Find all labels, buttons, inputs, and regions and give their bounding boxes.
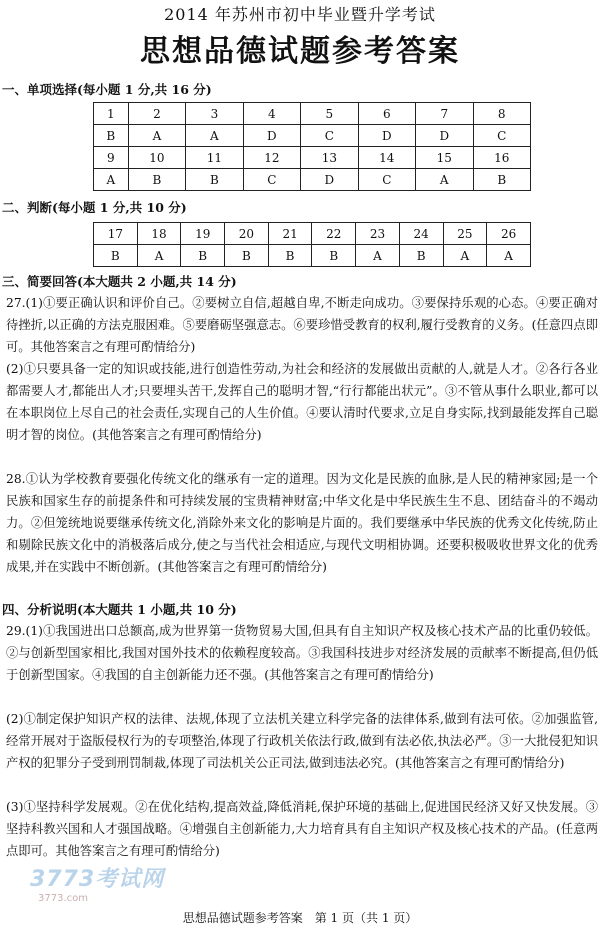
answer-cell: D <box>358 125 415 147</box>
answer-cell: C <box>301 125 358 147</box>
table-row <box>94 169 531 191</box>
question-number: 23 <box>356 223 400 245</box>
question-number: 20 <box>225 223 269 245</box>
section4-heading: 四、分析说明(本大题共 1 小题,共 10 分) <box>2 602 237 617</box>
answer-q29-part1: 29.(1)①我国进出口总额高,成为世界第一货物贸易大国,但具有自主知识产权及核心技术产品的比重仍较低。②与创新型国家相比,我国对国外技术的依赖程度较高。③我国科技进步对经济发展的贡献率不断提高,但仍低于创新型国家。④我国的自主创新能力还不强。(其他答案言之有理可酌情给分) <box>6 624 598 682</box>
question-number: 24 <box>399 223 443 245</box>
answer-cell: A <box>186 125 243 147</box>
answer-cell: B <box>128 169 185 191</box>
table-row <box>94 223 531 245</box>
section3-heading: 三、简要回答(本大题共 2 小题,共 14 分) <box>2 274 237 289</box>
question-number: 14 <box>358 147 415 169</box>
exam-subtitle: 2014 年苏州市初中毕业暨升学考试 <box>164 5 436 24</box>
table-row <box>94 103 531 125</box>
page-footer: 思想品德试题参考答案 第 1 页（共 1 页） <box>182 911 418 925</box>
answer-cell: B <box>399 245 443 267</box>
question-number: 15 <box>416 147 473 169</box>
question-number: 12 <box>243 147 300 169</box>
section2-heading: 二、判断(每小题 1 分,共 10 分) <box>2 200 187 215</box>
section2-answer-table <box>93 222 531 267</box>
table-row <box>94 245 531 267</box>
watermark <box>30 862 164 904</box>
question-number: 16 <box>473 147 531 169</box>
answer-cell: B <box>94 125 129 147</box>
answer-cell: B <box>473 169 531 191</box>
table-row <box>94 125 531 147</box>
question-number: 26 <box>487 223 531 245</box>
section1-heading: 一、单项选择(每小题 1 分,共 16 分) <box>2 82 212 97</box>
answer-cell: D <box>243 125 300 147</box>
answer-cell: A <box>137 245 181 267</box>
answer-cell: A <box>94 169 129 191</box>
question-number: 8 <box>473 103 531 125</box>
answer-cell: A <box>443 245 487 267</box>
answer-cell: A <box>416 169 473 191</box>
table-row <box>94 147 531 169</box>
answer-cell: B <box>268 245 312 267</box>
question-number: 18 <box>137 223 181 245</box>
question-number: 22 <box>312 223 356 245</box>
answer-cell: A <box>487 245 531 267</box>
question-number: 25 <box>443 223 487 245</box>
answer-q27-part2: (2)①只要具备一定的知识或技能,进行创造性劳动,为社会和经济的发展做出贡献的人,就是人才。②各行各业都需要人才,都能出人才;只要埋头苦干,发挥自己的聪明才智,“行行都能出状元”。③不管从事什么职业,都可以在本职岗位上尽自己的社会责任,实现自己的人生价值。④要认清时代要求,立足自身实际,找到最能发挥自己聪明才智的岗位。(其他答案言之有理可酌情给分) <box>6 362 598 442</box>
answer-cell: C <box>473 125 531 147</box>
answer-cell: B <box>94 245 138 267</box>
answer-cell: B <box>312 245 356 267</box>
answer-cell: A <box>128 125 185 147</box>
page-title: 思想品德试题参考答案 <box>140 34 460 69</box>
section1-answer-table <box>93 102 531 191</box>
question-number: 4 <box>243 103 300 125</box>
answer-q27-part1: 27.(1)①要正确认识和评价自己。②要树立自信,超越自卑,不断走向成功。③要保持乐观的心态。④要正确对待挫折,以正确的方法克服困难。⑤要磨砺坚强意志。⑥要珍惜受教育的权利,履行受教育的义务。(任意四点即可。其他答案言之有理可酌情给分) <box>6 296 598 354</box>
question-number: 3 <box>186 103 243 125</box>
question-number: 19 <box>181 223 225 245</box>
answer-cell: A <box>356 245 400 267</box>
answer-cell: C <box>243 169 300 191</box>
answer-q29-part2: (2)①制定保护知识产权的法律、法规,体现了立法机关建立科学完备的法律体系,做到有法可依。②加强监管,经常开展对于盗版侵权行为的专项整治,体现了行政机关依法行政,做到有法必依,执法必严。③一大批侵犯知识产权的犯罪分子受到刑罚制裁,体现了司法机关公正司法,做到违法必究。(其他答案言之有理可酌情给分) <box>6 712 598 770</box>
question-number: 5 <box>301 103 358 125</box>
question-number: 6 <box>358 103 415 125</box>
question-number: 9 <box>94 147 129 169</box>
question-number: 17 <box>94 223 138 245</box>
question-number: 13 <box>301 147 358 169</box>
question-number: 1 <box>94 103 129 125</box>
answer-cell: B <box>186 169 243 191</box>
answer-q29-part3: (3)①坚持科学发展观。②在优化结构,提高效益,降低消耗,保护环境的基础上,促进国民经济又好又快发展。③坚持科教兴国和人才强国战略。④增强自主创新能力,大力培育具有自主知识产权及核心技术的产品。(任意两点即可。其他答案言之有理可酌情给分) <box>6 800 598 858</box>
answer-cell: B <box>181 245 225 267</box>
answer-cell: D <box>416 125 473 147</box>
question-number: 2 <box>128 103 185 125</box>
question-number: 10 <box>128 147 185 169</box>
answer-cell: C <box>358 169 415 191</box>
question-number: 21 <box>268 223 312 245</box>
answer-q28: 28.①认为学校教育要强化传统文化的继承有一定的道理。因为文化是民族的血脉,是人民的精神家园;是一个民族和国家生存的前提条件和可持续发展的宝贵精神财富;中华文化是中华民族生生不息、团结奋斗的不竭动力。②但笼统地说要继承传统文化,消除外来文化的影响是片面的。我们要继承中华民族的优秀文化传统,防止和剔除民族文化中的消极落后成分,使之与当代社会相适应,与现代文明相协调。还要积极吸收世界文化的优秀成果,并在实践中不断创新。(其他答案言之有理可酌情给分) <box>6 472 598 574</box>
watermark-url: 3773.com <box>38 893 88 904</box>
answer-cell: D <box>301 169 358 191</box>
watermark-logo: 3773考试网 <box>30 867 165 892</box>
answer-cell: B <box>225 245 269 267</box>
question-number: 7 <box>416 103 473 125</box>
question-number: 11 <box>186 147 243 169</box>
